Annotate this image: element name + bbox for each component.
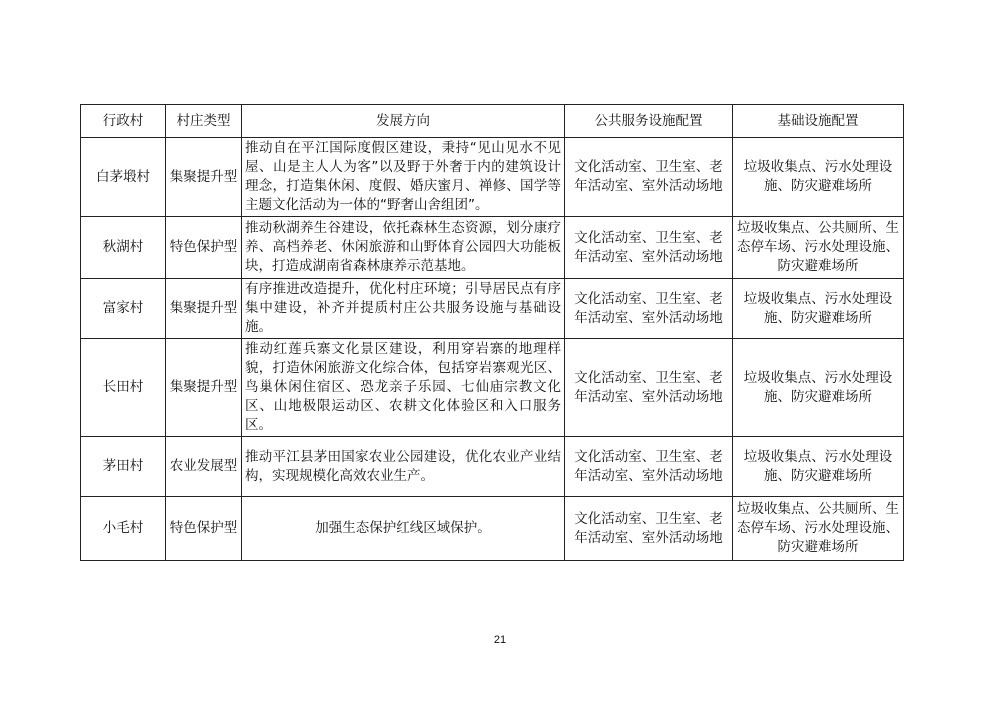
table-header-row: [81, 105, 904, 138]
header-public-services: 公共服务设施配置: [565, 105, 733, 138]
public-services: 文化活动室、卫生室、老年活动室、室外活动场地: [565, 497, 733, 561]
infrastructure: 垃圾收集点、污水处理设施、防灾避难场所: [733, 138, 904, 217]
village-name: 茅田村: [81, 437, 166, 497]
public-services: 文化活动室、卫生室、老年活动室、室外活动场地: [565, 437, 733, 497]
header-direction: 发展方向: [242, 105, 565, 138]
header-village: 行政村: [81, 105, 166, 138]
table-row: [81, 339, 904, 437]
village-planning-table: [80, 104, 904, 561]
table-row: [81, 217, 904, 279]
village-type: 特色保护型: [166, 497, 242, 561]
development-direction: 加强生态保护红线区域保护。: [242, 497, 565, 561]
table-row: [81, 279, 904, 339]
village-name: 小毛村: [81, 497, 166, 561]
village-type: 集聚提升型: [166, 279, 242, 339]
village-type: 农业发展型: [166, 437, 242, 497]
table-row: [81, 138, 904, 217]
development-direction: 推动平江县茅田国家农业公园建设，优化农业产业结构，实现规模化高效农业生产。: [242, 437, 565, 497]
public-services: 文化活动室、卫生室、老年活动室、室外活动场地: [565, 217, 733, 279]
infrastructure: 垃圾收集点、污水处理设施、防灾避难场所: [733, 339, 904, 437]
infrastructure: 垃圾收集点、污水处理设施、防灾避难场所: [733, 437, 904, 497]
village-name: 长田村: [81, 339, 166, 437]
development-direction: 推动秋湖养生谷建设，依托森林生态资源，划分康疗养、高档养老、休闲旅游和山野体育公园四大功能板块，打造成湖南省森林康养示范基地。: [242, 217, 565, 279]
page-number: 21: [493, 634, 507, 646]
public-services: 文化活动室、卫生室、老年活动室、室外活动场地: [565, 339, 733, 437]
public-services: 文化活动室、卫生室、老年活动室、室外活动场地: [565, 279, 733, 339]
village-name: 秋湖村: [81, 217, 166, 279]
development-direction: 推动自在平江国际度假区建设，秉持“见山见水不见屋、山是主人人为客”以及野于外奢于内的建筑设计理念，打造集休闲、度假、婚庆蜜月、禅修、国学等主题文化活动为一体的“野奢山舍组团”。: [242, 138, 565, 217]
header-type: 村庄类型: [166, 105, 242, 138]
village-name: 富家村: [81, 279, 166, 339]
village-type: 特色保护型: [166, 217, 242, 279]
village-name: 白茅塅村: [81, 138, 166, 217]
infrastructure: 垃圾收集点、公共厕所、生态停车场、污水处理设施、防灾避难场所: [733, 497, 904, 561]
development-direction: 推动红莲兵寨文化景区建设，利用穿岩寨的地理样貌，打造休闲旅游文化综合体，包括穿岩寨观光区、鸟巢休闲住宿区、恐龙亲子乐园、七仙庙宗教文化区、山地极限运动区、农耕文化体验区和入口服务区。: [242, 339, 565, 437]
table-row: [81, 497, 904, 561]
infrastructure: 垃圾收集点、公共厕所、生态停车场、污水处理设施、防灾避难场所: [733, 217, 904, 279]
village-type: 集聚提升型: [166, 138, 242, 217]
public-services: 文化活动室、卫生室、老年活动室、室外活动场地: [565, 138, 733, 217]
header-infrastructure: 基础设施配置: [733, 105, 904, 138]
infrastructure: 垃圾收集点、污水处理设施、防灾避难场所: [733, 279, 904, 339]
village-type: 集聚提升型: [166, 339, 242, 437]
development-direction: 有序推进改造提升，优化村庄环境；引导居民点有序集中建设，补齐并提质村庄公共服务设施与基础设施。: [242, 279, 565, 339]
table-row: [81, 437, 904, 497]
